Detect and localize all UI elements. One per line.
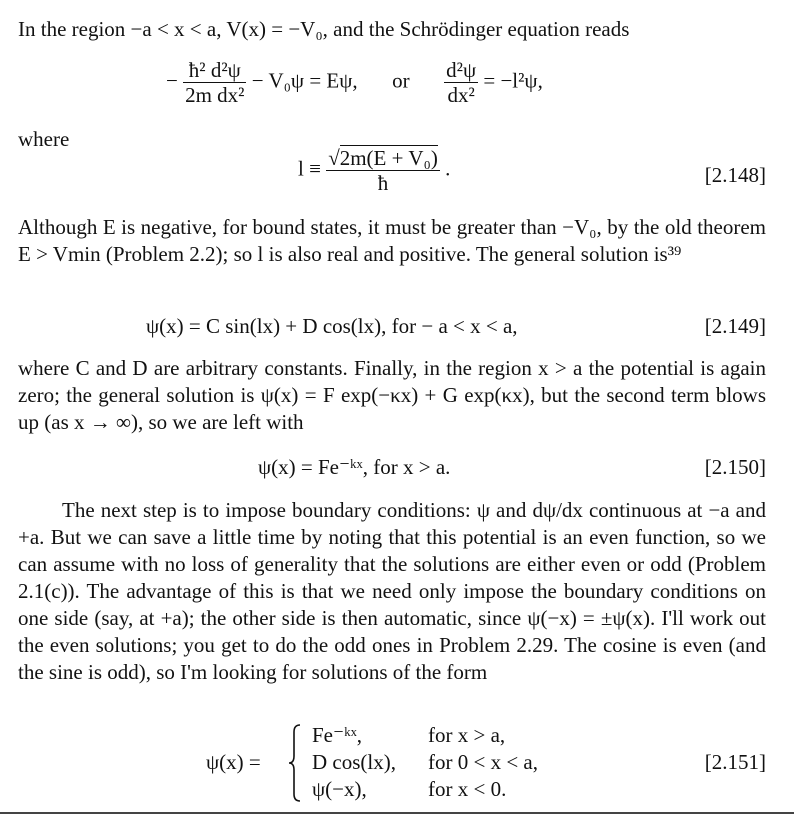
where-label: where (18, 127, 70, 151)
intro-line: In the region −a < x < a, V(x) = −V₀, and the Schrödinger equation reads (18, 17, 630, 41)
left-brace-icon (288, 724, 302, 802)
frac-denominator: ħ (326, 170, 440, 195)
equation-number-2-150: [2.150] (704, 455, 766, 479)
bottom-rule (0, 812, 794, 814)
eq151-lhs: ψ(x) = (206, 750, 261, 774)
paragraph-bound-states: Although E is negative, for bound states, it must be greater than −V₀, by the old theorem E > Vmin (Problem 2.2); so l is also real and positive. The general solution is³⁹ (18, 215, 766, 266)
frac-numerator: ħ² d²ψ (188, 58, 241, 82)
equation-number-2-149: [2.149] (704, 314, 766, 338)
case-expr: D cos(lx), (312, 750, 396, 774)
fraction-l-definition: $\frac{\text{√2m(E + V₀)}}{ħ}$ (328, 146, 438, 195)
eq1b-rest: = −l²ψ, (483, 68, 543, 93)
frac-denominator: 2m dx² (185, 83, 245, 107)
eq148-lhs: l ≡ (298, 156, 321, 181)
case-expr: ψ(−x), (312, 777, 367, 801)
sqrt-argument: 2m(E + V₀) (339, 146, 438, 170)
case-expr: Fe⁻ᵏˣ, (312, 723, 363, 747)
equation-number-2-148: [2.148] (704, 163, 766, 187)
eq1-or: or (392, 68, 410, 93)
equation-number-2-151: [2.151] (704, 750, 766, 774)
frac-numerator: d²ψ (446, 58, 477, 82)
case-condition: for 0 < x < a, (428, 750, 538, 774)
paragraph-boundary-conditions: The next step is to impose boundary conditions: ψ and dψ/dx continuous at −a and +a. But we can save a little time by noting that this potential is an even function, so we can assume with no loss of generality that the solutions are either even or odd (Problem 2.1(c)). The advantage of this is that we need only impose the boundary conditions on one side (say, at +a); the other side is then automatic, since ψ(−x) = ±ψ(x). I'll work out the even solutions; you get to do the odd ones in Problem 2.29. The cosine is even (and the sine is odd), so I'm looking for solutions of the form (18, 498, 766, 684)
fraction-hbar-d2psi (183, 58, 246, 107)
frac-denominator: dx² (444, 82, 478, 107)
equation-2-150: ψ(x) = Fe⁻ᵏˣ, for x > a. (258, 455, 451, 479)
equation-2-148: l ≡ $\frac{\text{√2m(E + V₀)}}{ħ}$ . (298, 146, 451, 195)
schrodinger-equation: − $\frac{\text{ħ² d²ψ}}{\text{2m dx²}}$ − V₀ψ = Eψ, or $\frac{\text{d²ψ}}{\text{dx²}}$ = −l²ψ, (166, 58, 543, 107)
eq1-rest: − V₀ψ = Eψ, (251, 68, 358, 93)
equation-2-149: ψ(x) = C sin(lx) + D cos(lx), for − a < x < a, (146, 314, 518, 338)
paragraph-region-x-gt-a: where C and D are arbitrary constants. Finally, in the region x > a the potential is again zero; the general solution is ψ(x) = F exp(−κx) + G exp(κx), but the second term blows up (as x → ∞), so we are left with (18, 356, 766, 434)
case-condition: for x > a, (428, 723, 506, 747)
fraction-d2psi-dx2 (444, 58, 478, 107)
case-condition: for x < 0. (428, 777, 507, 801)
